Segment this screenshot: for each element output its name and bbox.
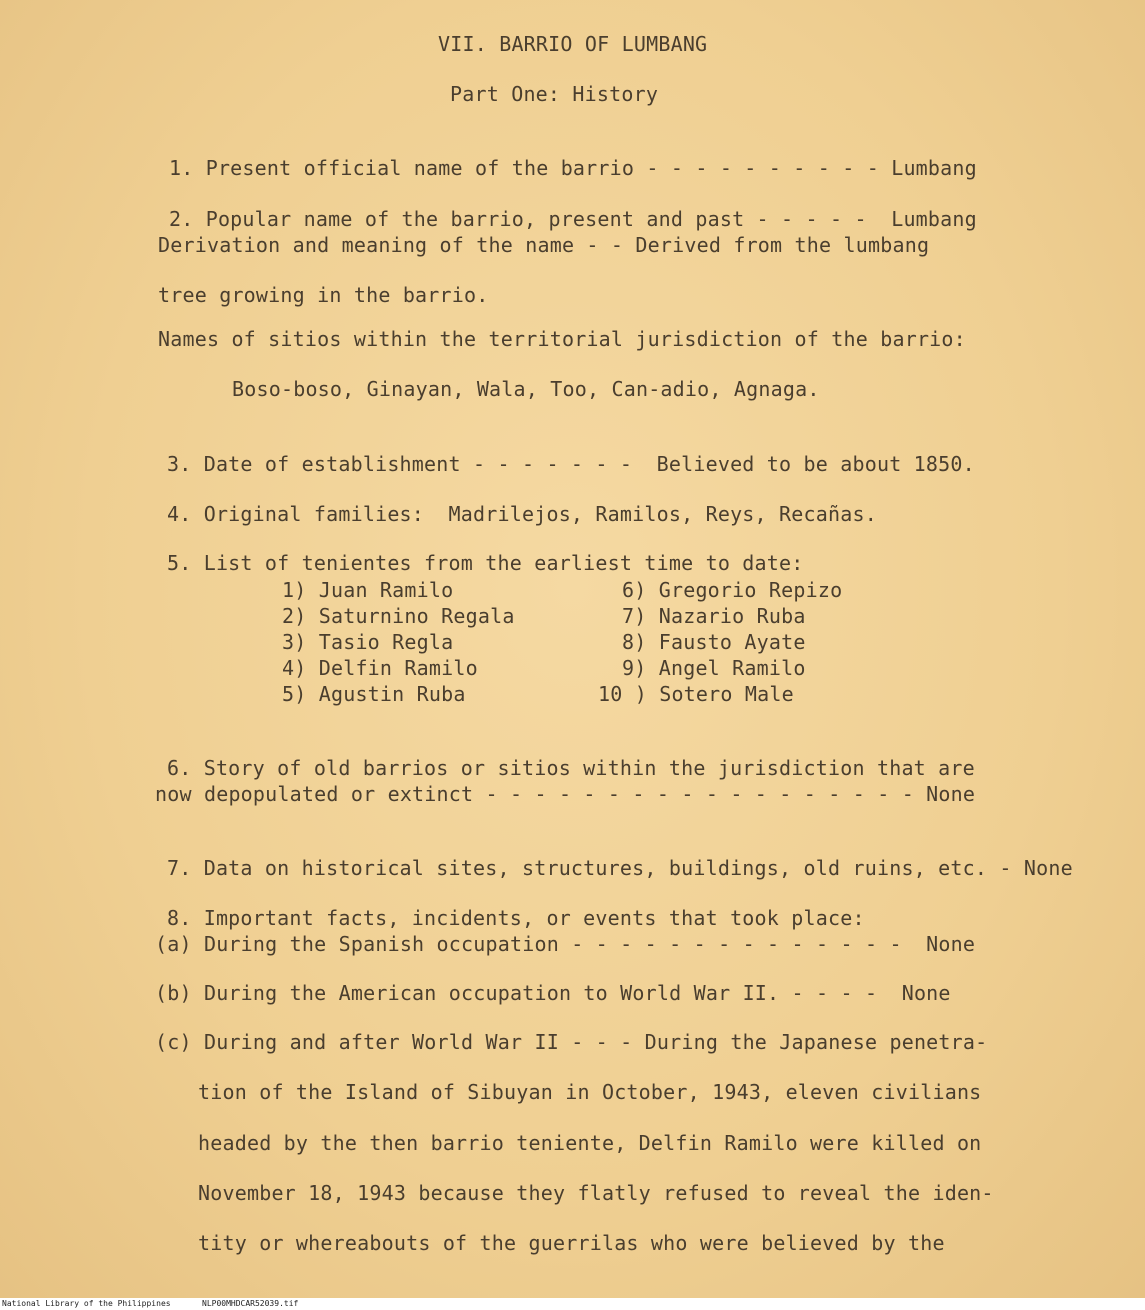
teniente-item: 1) Juan Ramilo [282,578,454,602]
item-number: 7. [166,856,192,880]
item-text: Popular name of the barrio, present and past - - - - - Lumbang [205,207,977,231]
footer-file-name: NLP00MHDCAR52039.tif [202,1299,299,1308]
item-number: 6. [166,756,192,780]
item-8-c-line-3: headed by the then barrio teniente, Delfin Ramilo were killed on [198,1131,982,1155]
item-text: Original families: Madrilejos, Ramilos, Reys, Recañas. [203,502,877,526]
item-text: Important facts, incidents, or events that took place: [203,906,865,930]
item-number: 3. [166,452,192,476]
scan-footer [0,1298,1145,1310]
teniente-item: 4) Delfin Ramilo [282,656,478,680]
teniente-item: 5) Agustin Ruba [282,682,466,706]
teniente-item: 7) Nazario Ruba [622,604,806,628]
page-subtitle: Part One: History [450,82,659,106]
item-2-sitios-list: Boso-boso, Ginayan, Wala, Too, Can-adio, Agnaga. [232,377,820,401]
teniente-item: 3) Tasio Regla [282,630,454,654]
item-2-sitios-label: Names of sitios within the territorial jurisdiction of the barrio: [158,327,966,351]
item-8-c-line-5: tity or whereabouts of the guerrilas who were believed by the [198,1231,945,1255]
item-number: 5. [166,551,192,575]
item-text: Date of establishment - - - - - - - Believed to be about 1850. [203,452,975,476]
teniente-item: 9) Angel Ramilo [622,656,806,680]
item-text: Present official name of the barrio - - - - - - - - - - Lumbang [205,156,977,180]
teniente-item: 8) Fausto Ayate [622,630,806,654]
item-number: 1. [168,156,194,180]
item-8-a: (a) During the Spanish occupation - - - - - - - - - - - - - - None [155,932,976,956]
item-text: Story of old barrios or sitios within the jurisdiction that are [203,756,975,780]
teniente-item: 2) Saturnino Regala [282,604,515,628]
item-text: List of tenientes from the earliest time to date: [203,551,804,575]
item-6-line-2: now depopulated or extinct - - - - - - - - - - - - - - - - - - None [155,782,976,806]
item-2-derivation-line-1: Derivation and meaning of the name - - Derived from the lumbang [158,233,930,257]
item-number: 2. [168,207,194,231]
item-text: Data on historical sites, structures, buildings, old ruins, etc. - None [203,856,1073,880]
item-2-derivation-line-2: tree growing in the barrio. [158,283,489,307]
item-8-b: (b) During the American occupation to World War II. - - - - None [155,981,951,1005]
item-number: 4. [166,502,192,526]
footer-library-name: National Library of the Philippines [2,1299,171,1308]
item-8-c-line-1: (c) During and after World War II - - - During the Japanese penetra- [155,1030,988,1054]
item-8-c-line-4: November 18, 1943 because they flatly refused to reveal the iden- [198,1181,994,1205]
item-8-c-line-2: tion of the Island of Sibuyan in October, 1943, eleven civilians [198,1080,982,1104]
page-title: VII. BARRIO OF LUMBANG [438,32,708,56]
item-number: 8. [166,906,192,930]
teniente-item: 6) Gregorio Repizo [622,578,843,602]
teniente-item: 10 ) Sotero Male [598,682,794,706]
